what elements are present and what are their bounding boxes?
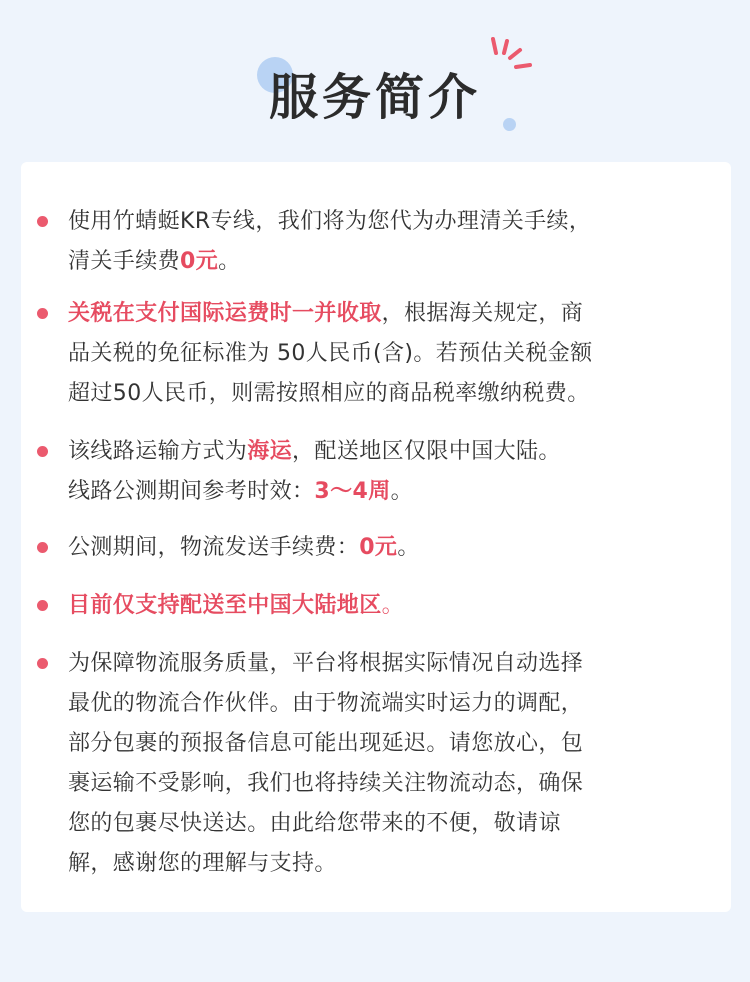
list-item-text: 该线路运输方式为海运，配送地区仅限中国大陆。 线路公测期间参考时效：3～4周。 <box>68 439 561 504</box>
bullet-dot <box>37 542 48 553</box>
bullet-dot <box>37 658 48 669</box>
page-title: 服务简介 <box>268 69 481 126</box>
list-item-text: 使用竹蜻蜓KR专线，我们将为您代为办理清关手续， 清关手续费0元。 <box>68 209 592 274</box>
list-item-text: 关税在支付国际运费时一并收取，根据海关规定，商 品关税的免征标准为 50人民币(含)。若预估关税金额 超过50人民币，则需按照相应的商品税率缴纳税费。 <box>68 301 593 406</box>
bullet-dot <box>37 308 48 319</box>
bullet-dot <box>37 216 48 227</box>
region-highlight: 目前仅支持配送至中国大陆地区 <box>68 593 382 618</box>
bullet-dot <box>37 446 48 457</box>
list-item-text: 目前仅支持配送至中国大陆地区。 <box>68 593 405 618</box>
header <box>0 0 750 162</box>
list-item-text: 为保障物流服务质量，平台将根据实际情况自动选择 最优的物流合作伙伴。由于物流端实时运力的调配， 部分包裹的预报备信息可能出现延迟。请您放心，包 裹运输不受影响，我们也将持续关注物流动态，确保 您的包裹尽快送达。由此给您带来的不便，敬请谅 解，感谢您的理解与支持。 <box>68 651 584 876</box>
fee-highlight: 0元 <box>359 535 398 560</box>
bullet-dot <box>37 600 48 611</box>
shipping-method-highlight: 海运 <box>247 439 293 464</box>
service-info-card <box>21 162 731 912</box>
list-item-text: 公测期间，物流发送手续费：0元。 <box>68 535 420 560</box>
tariff-highlight: 关税在支付国际运费时一并收取 <box>68 301 382 326</box>
delivery-time-highlight: 3～4周 <box>314 479 391 504</box>
fee-highlight: 0元 <box>180 249 219 274</box>
